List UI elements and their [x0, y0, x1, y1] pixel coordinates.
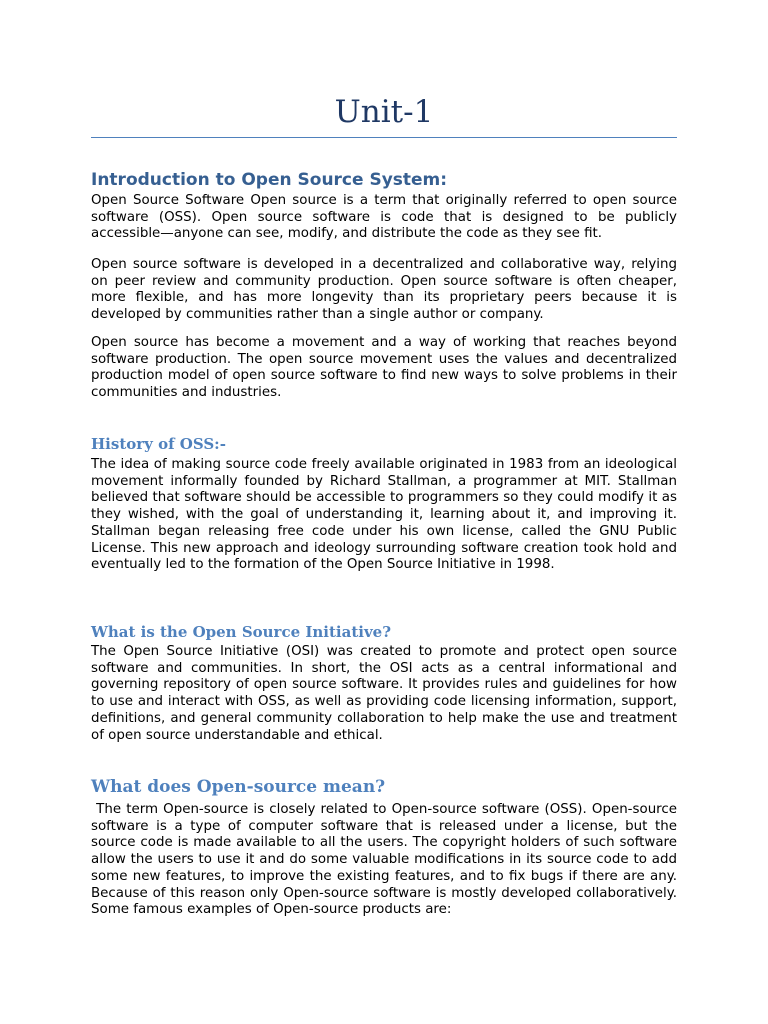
title-underline	[91, 137, 677, 138]
history-heading: History of OSS:-	[91, 435, 226, 453]
intro-paragraph-2: Open source software is developed in a decentralized and collaborative way, relying on peer review and community production. Open source software is often cheaper, more flexible, and has more longevity than its proprietary peers because it is developed by communities rather than a single author or company.	[91, 257, 677, 323]
meaning-heading: What does Open-source mean?	[91, 777, 386, 797]
history-paragraph: The idea of making source code freely available originated in 1983 from an ideological movement informally founded by Richard Stallman, a programmer at MIT. Stallman believed that software should be accessible to programmers so they could modify it as they wished, with the goal of understanding it, learning about it, and improving it. Stallman began releasing free code under his own license, called the GNU Public License. This new approach and ideology surrounding software creation took hold and eventually led to the formation of the Open Source Initiative in 1998.	[91, 457, 677, 573]
document-title: Unit-1	[334, 94, 434, 130]
intro-paragraph-3: Open source has become a movement and a way of working that reaches beyond software production. The open source movement uses the values and decentralized production model of open source software to find new ways to solve problems in their communities and industries.	[91, 335, 677, 401]
meaning-paragraph: The term Open-source is closely related to Open-source software (OSS). Open-source software is a type of computer software that is released under a license, but the source code is made available to all the users. The copyright holders of such software allow the users to use it and do some valuable modifications in its source code to add some new features, to improve the existing features, and to fix bugs if there are any. Because of this reason only Open-source software is mostly developed collaboratively. Some famous examples of Open-source products are:	[91, 802, 682, 918]
intro-paragraph-1: Open Source Software Open source is a term that originally referred to open source software (OSS). Open source software is code that is designed to be publicly accessible—anyone can see, modify, and distribute the code as they see fit.	[91, 193, 677, 242]
osi-paragraph: The Open Source Initiative (OSI) was created to promote and protect open source software and communities. In short, the OSI acts as a central informational and governing repository of open source software. It provides rules and guidelines for how to use and interact with OSS, as well as providing code licensing information, support, definitions, and general community collaboration to help make the use and treatment of open source understandable and ethical.	[91, 644, 677, 743]
intro-heading: Introduction to Open Source System:	[91, 170, 448, 190]
osi-heading: What is the Open Source Initiative?	[91, 623, 391, 641]
